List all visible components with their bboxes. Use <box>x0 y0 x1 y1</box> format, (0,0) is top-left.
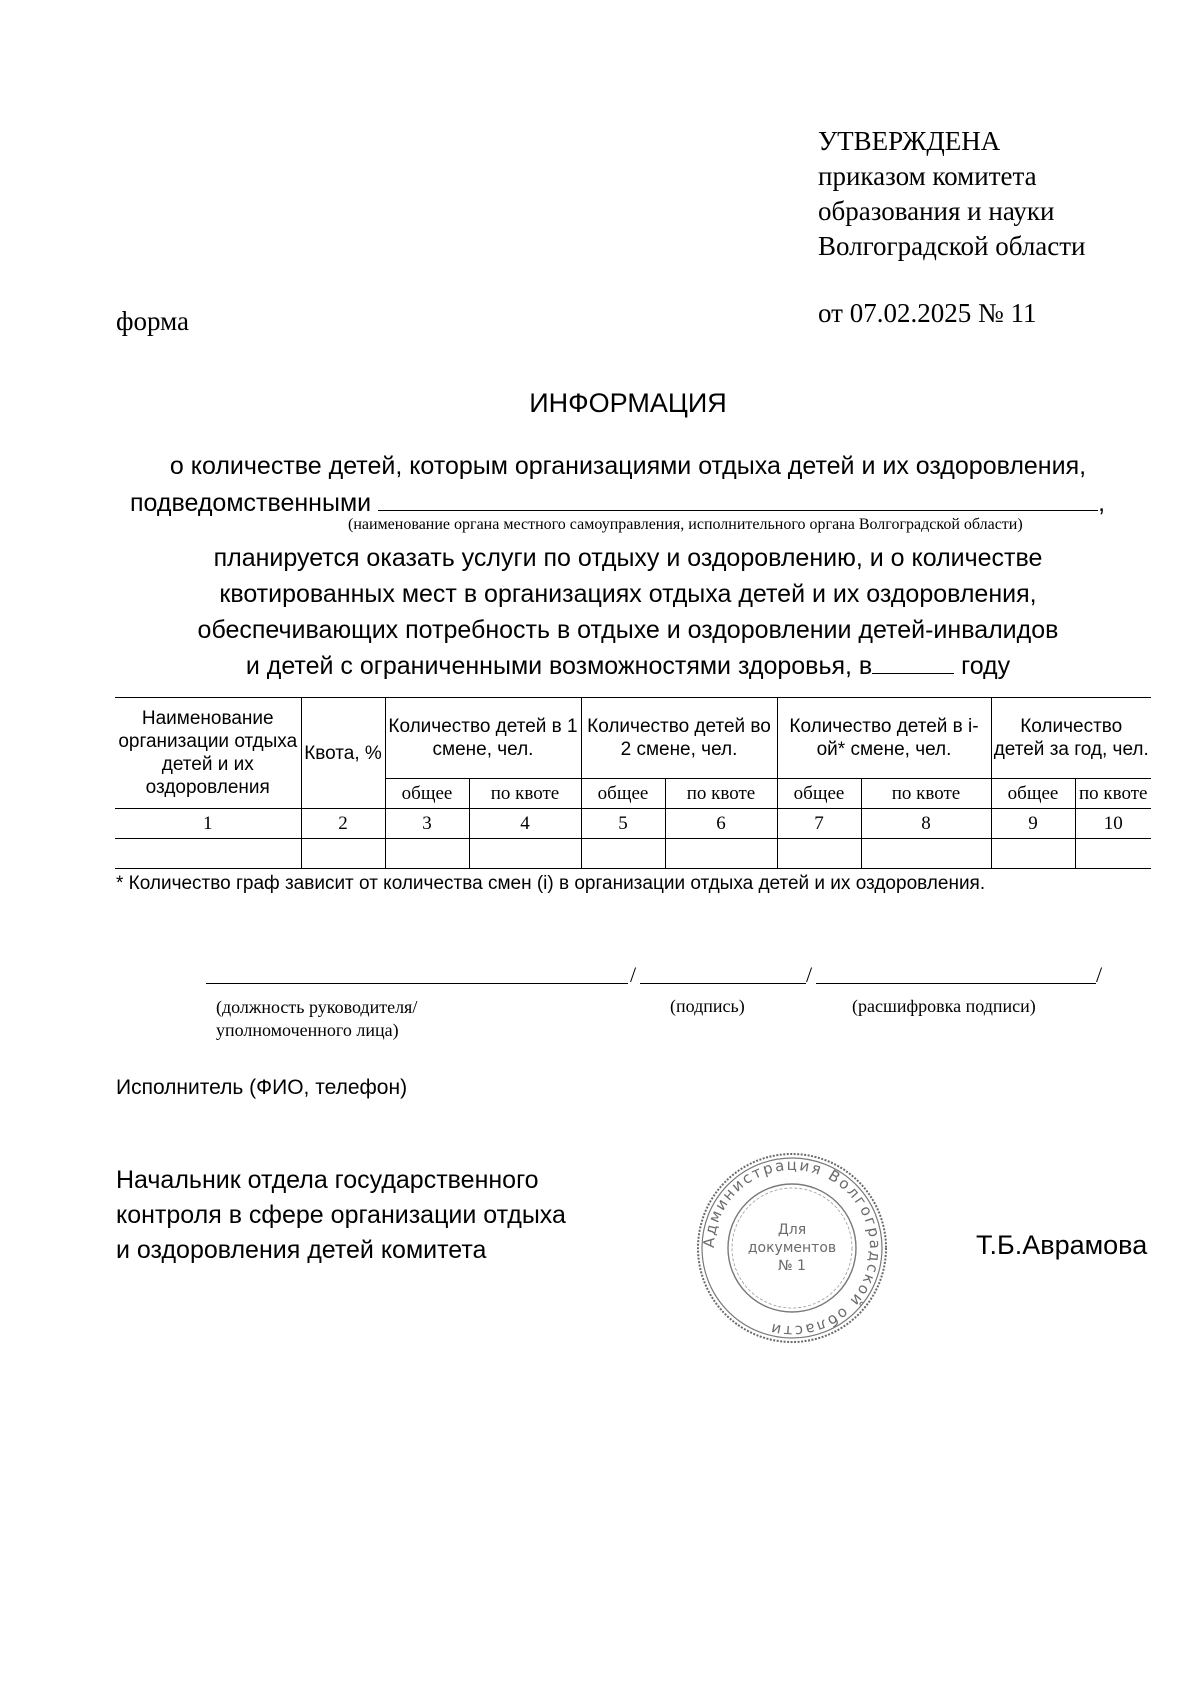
authority-caption: (наименование органа местного самоуправления, исполнительного органа Волгоградской области) <box>348 516 1023 533</box>
approval-committee: образования и науки <box>818 196 1055 226</box>
subtitle-comma: , <box>1098 489 1106 517</box>
subtitle-line-1: о количестве детей, которым организациями отдыха детей и их оздоровления, <box>169 452 1087 480</box>
official-stamp <box>696 1152 888 1344</box>
slash-separator: / <box>1096 962 1103 987</box>
position-caption-line-1: (должность руководителя/ <box>216 997 418 1017</box>
head-title-line-3: и оздоровления детей комитета <box>116 1236 487 1264</box>
subheader-total: общее <box>385 779 469 809</box>
subheader-total: общее <box>581 779 665 809</box>
column-number: 5 <box>581 809 665 839</box>
empty-cell <box>581 839 665 869</box>
sign-signature-line <box>640 983 806 984</box>
position-signature-line <box>206 983 628 984</box>
column-number: 3 <box>385 809 469 839</box>
stamp-inner-2: документов <box>747 1240 837 1256</box>
subtitle-line-6 <box>0 648 1200 684</box>
subtitle-line-6-suffix: году <box>954 652 1011 680</box>
empty-cell <box>777 839 861 869</box>
empty-cell <box>301 839 385 869</box>
authority-blank-line <box>378 488 1098 511</box>
document-title: ИНФОРМАЦИЯ <box>529 388 727 418</box>
subtitle-line-6-prefix: и детей с ограниченными возможностями здоровья, в <box>245 652 873 680</box>
sign-caption: (подпись) <box>670 996 745 1016</box>
stamp-outer-text: Администрация Волгоградской области <box>699 1155 885 1341</box>
head-title-line-2: контроля в сфере организации отдыха <box>116 1201 566 1229</box>
empty-data-row <box>115 839 1151 869</box>
empty-cell <box>469 839 581 869</box>
subtitle-paragraph <box>0 540 1200 684</box>
subtitle-line-5: обеспечивающих потребность в отдыхе и оздоровлении детей-инвалидов <box>197 616 1059 644</box>
slash-separator: / <box>806 962 813 987</box>
executor-label: Исполнитель (ФИО, телефон) <box>116 1076 408 1099</box>
empty-cell <box>991 839 1075 869</box>
subheader-quota: по квоте <box>1075 779 1151 809</box>
column-number: 8 <box>861 809 991 839</box>
header-shift-2: Количество детей во 2 смене, чел. <box>581 698 777 779</box>
decode-caption: (расшифровка подписи) <box>852 996 1036 1016</box>
approval-date: от 07.02.2025 № 11 <box>818 298 1037 328</box>
decode-signature-line <box>816 983 1096 984</box>
header-quota: Квота, % <box>301 698 385 809</box>
column-number: 7 <box>777 809 861 839</box>
empty-cell <box>1075 839 1151 869</box>
head-title-line-1: Начальник отдела государственного <box>116 1166 539 1194</box>
column-number: 2 <box>301 809 385 839</box>
subheader-quota: по квоте <box>665 779 777 809</box>
subheader-total: общее <box>777 779 861 809</box>
approval-region: Волгоградской области <box>818 231 1086 261</box>
column-number: 9 <box>991 809 1075 839</box>
subtitle-line-2 <box>130 488 1105 518</box>
column-number: 10 <box>1075 809 1151 839</box>
header-shift-i: Количество детей в i-ой* смене, чел. <box>777 698 991 779</box>
subtitle-line-4: квотированных мест в организациях отдыха детей и их оздоровления, <box>219 580 1037 608</box>
column-number: 4 <box>469 809 581 839</box>
position-caption <box>216 996 417 1042</box>
subtitle-prefix: подведомственными <box>130 489 372 517</box>
approval-order: приказом комитета <box>818 161 1037 191</box>
slash-separator: / <box>630 962 637 987</box>
position-caption-line-2: уполномоченного лица) <box>216 1020 399 1040</box>
approval-block <box>818 124 1086 331</box>
footnote: * Количество граф зависит от количества смен (i) в организации отдыха детей и их оздоровления. <box>116 873 986 894</box>
column-number-row <box>115 809 1151 839</box>
subheader-quota: по квоте <box>469 779 581 809</box>
signatory-name: Т.Б.Аврамова <box>976 1230 1148 1260</box>
header-year: Количество детей за год, чел. <box>991 698 1151 779</box>
column-number: 1 <box>115 809 301 839</box>
year-blank-line <box>872 653 954 674</box>
info-table <box>115 697 1151 869</box>
head-title <box>116 1163 566 1268</box>
empty-cell <box>861 839 991 869</box>
empty-cell <box>115 839 301 869</box>
header-shift-1: Количество детей в 1 смене, чел. <box>385 698 581 779</box>
subheader-quota: по квоте <box>861 779 991 809</box>
empty-cell <box>385 839 469 869</box>
form-label: форма <box>116 306 189 336</box>
approval-heading: УТВЕРЖДЕНА <box>818 126 1001 156</box>
stamp-inner-1: Для <box>777 1222 807 1238</box>
stamp-inner-3: № 1 <box>778 1258 806 1274</box>
subtitle-line-3: планируется оказать услуги по отдыху и оздоровлению, и о количестве <box>213 544 1043 572</box>
header-organization: Наименование организации отдыха детей и их оздоровления <box>115 698 301 809</box>
subheader-total: общее <box>991 779 1075 809</box>
empty-cell <box>665 839 777 869</box>
column-number: 6 <box>665 809 777 839</box>
